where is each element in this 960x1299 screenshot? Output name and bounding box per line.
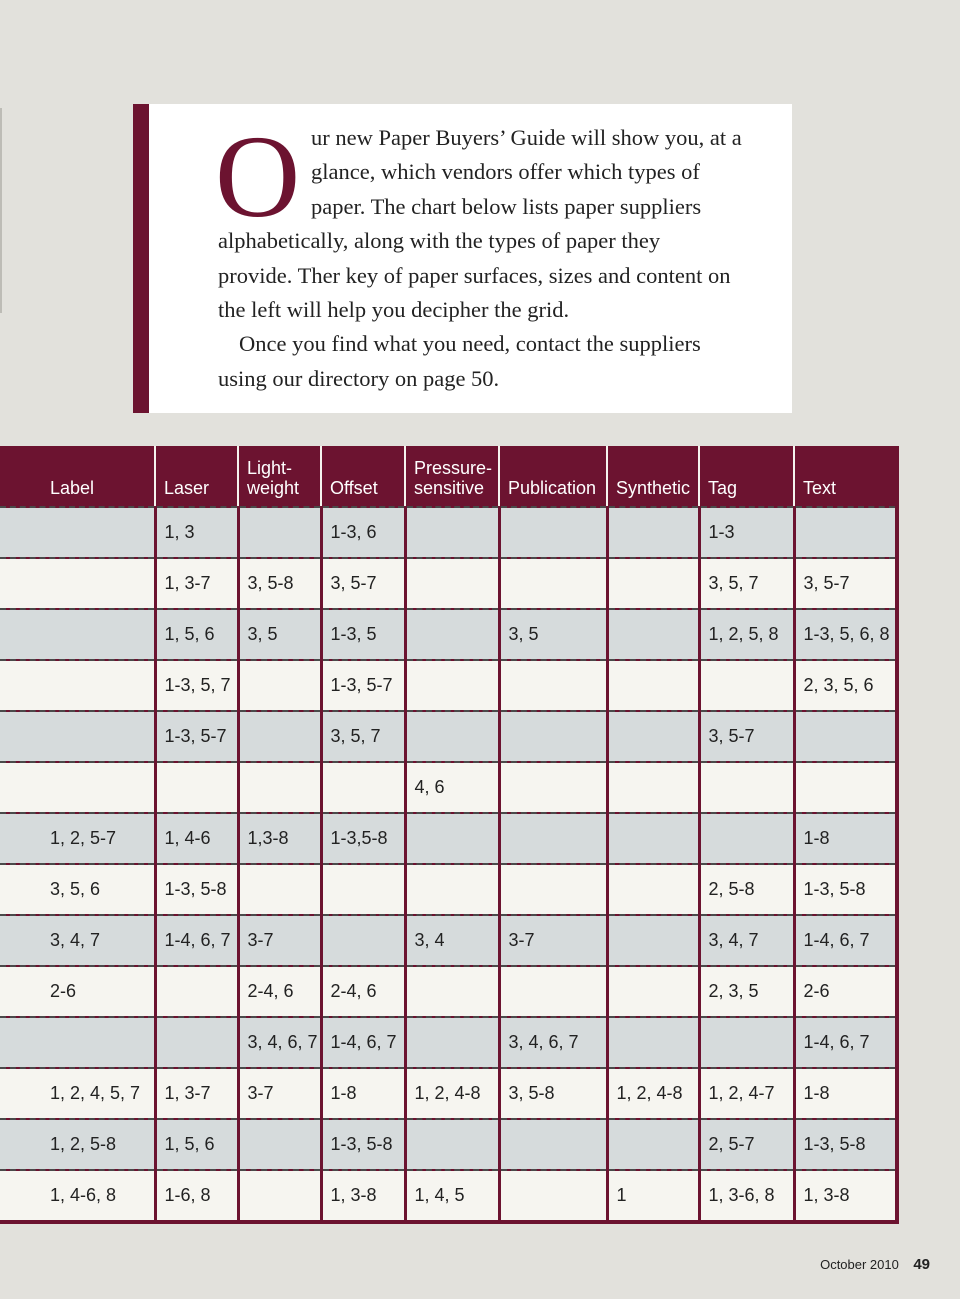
table-cell	[607, 609, 699, 660]
table-row	[0, 1017, 897, 1068]
table-cell: 2-4, 6	[321, 966, 405, 1017]
table-cell: 1-3, 5-8	[321, 1119, 405, 1170]
column-header-text: Tag	[708, 478, 738, 498]
intro-line: paper. The chart below lists paper suppliers	[311, 193, 702, 219]
table-cell	[321, 762, 405, 813]
table-cell: 3, 5, 7	[699, 558, 794, 609]
column-header	[0, 446, 155, 507]
table-row	[0, 1170, 897, 1222]
intro-line: alphabetically, along with the types of paper they	[218, 228, 661, 254]
table-cell	[238, 507, 321, 558]
table-cell: 1, 4, 5	[405, 1170, 499, 1222]
table-cell	[405, 813, 499, 864]
table-cell	[238, 1119, 321, 1170]
table-cell	[405, 711, 499, 762]
table-cell	[0, 609, 155, 660]
table-cell	[405, 966, 499, 1017]
column-header-text: Offset	[330, 478, 378, 498]
table-cell	[607, 711, 699, 762]
table-cell: 1-4, 6, 7	[794, 1017, 897, 1068]
table-cell: 2-6	[794, 966, 897, 1017]
column-header	[155, 446, 238, 507]
table-cell	[607, 762, 699, 813]
table-cell: 1-3, 5-7	[155, 711, 238, 762]
table-cell: 3, 5, 7	[321, 711, 405, 762]
table-row	[0, 660, 897, 711]
table-cell	[607, 1017, 699, 1068]
table-cell: 1-4, 6, 7	[794, 915, 897, 966]
table-cell: 3, 5-7	[699, 711, 794, 762]
table-cell: 1-3, 6	[321, 507, 405, 558]
table-cell: 1	[607, 1170, 699, 1222]
table-cell	[499, 660, 607, 711]
table-cell	[321, 864, 405, 915]
table-cell	[699, 813, 794, 864]
table-row	[0, 813, 897, 864]
issue-date: October 2010	[820, 1257, 899, 1272]
intro-line: the left will help you decipher the grid.	[218, 297, 570, 323]
table-cell: 1-3, 5-8	[794, 1119, 897, 1170]
table-cell	[0, 558, 155, 609]
table-cell	[405, 507, 499, 558]
table-cell	[321, 915, 405, 966]
table-body	[0, 507, 897, 1222]
table-cell	[607, 966, 699, 1017]
table-cell: 1, 3-7	[155, 1068, 238, 1119]
table-cell	[0, 1017, 155, 1068]
table-cell	[405, 558, 499, 609]
table-cell: 1-3, 5	[321, 609, 405, 660]
table-row	[0, 864, 897, 915]
column-header	[607, 446, 699, 507]
table-cell: 1, 2, 4-8	[607, 1068, 699, 1119]
table-cell: 3, 4, 7	[699, 915, 794, 966]
table-cell: 3-7	[238, 915, 321, 966]
table-cell	[405, 660, 499, 711]
table-cell: 1, 2, 5, 8	[699, 609, 794, 660]
table-cell: 3-7	[499, 915, 607, 966]
table-cell: 1-3, 5-8	[794, 864, 897, 915]
table-cell: 1, 2, 5-8	[0, 1119, 155, 1170]
intro-paragraph	[218, 121, 788, 396]
drop-cap: O	[215, 111, 301, 242]
column-header	[405, 446, 499, 507]
table-cell: 3, 5-7	[794, 558, 897, 609]
table-cell	[0, 507, 155, 558]
table-row	[0, 966, 897, 1017]
table-cell	[699, 762, 794, 813]
table-cell: 1-4, 6, 7	[155, 915, 238, 966]
table-cell	[405, 1119, 499, 1170]
column-header-text: Laser	[164, 478, 210, 498]
table-cell: 1, 4-6, 8	[0, 1170, 155, 1222]
column-header	[499, 446, 607, 507]
table-cell: 1-8	[321, 1068, 405, 1119]
table-cell	[238, 711, 321, 762]
table-cell	[238, 660, 321, 711]
column-header-text: weight	[247, 478, 300, 498]
table-cell	[699, 660, 794, 711]
table-cell	[499, 813, 607, 864]
table-cell: 1-8	[794, 1068, 897, 1119]
table-cell: 4, 6	[405, 762, 499, 813]
table-cell: 3, 5	[238, 609, 321, 660]
table-cell	[699, 1017, 794, 1068]
table-cell: 1, 5, 6	[155, 1119, 238, 1170]
table-cell	[794, 711, 897, 762]
table-cell: 1-3, 5, 6, 8	[794, 609, 897, 660]
table-cell	[499, 507, 607, 558]
table-cell: 1, 5, 6	[155, 609, 238, 660]
table-cell	[499, 1119, 607, 1170]
table-cell	[499, 558, 607, 609]
table-cell: 3, 4, 6, 7	[499, 1017, 607, 1068]
column-header-text: Synthetic	[616, 478, 691, 498]
column-header	[238, 446, 321, 507]
table-cell: 1-6, 8	[155, 1170, 238, 1222]
intro-line: provide. Ther key of paper surfaces, sizes and content on	[218, 262, 731, 288]
intro-box	[133, 104, 792, 413]
table-cell	[0, 660, 155, 711]
column-header-text: Pressure-	[414, 458, 493, 478]
table-cell	[405, 864, 499, 915]
table-cell: 3, 5-8	[238, 558, 321, 609]
column-header-text: Label	[50, 478, 95, 498]
table-cell	[238, 864, 321, 915]
table-cell: 3, 5-8	[499, 1068, 607, 1119]
table-cell	[607, 915, 699, 966]
table-cell: 1-3	[699, 507, 794, 558]
table-row	[0, 1068, 897, 1119]
paper-buyers-grid	[0, 446, 899, 1224]
table-header-row	[0, 446, 897, 507]
column-header-text: Text	[803, 478, 837, 498]
table-cell	[607, 558, 699, 609]
table-cell	[499, 711, 607, 762]
table-cell: 1, 2, 4-7	[699, 1068, 794, 1119]
column-header	[321, 446, 405, 507]
table-cell	[607, 1119, 699, 1170]
table-cell: 1-3, 5-7	[321, 660, 405, 711]
table-cell: 2, 5-7	[699, 1119, 794, 1170]
table-cell	[0, 711, 155, 762]
table-cell	[794, 507, 897, 558]
table-cell: 1, 3-8	[321, 1170, 405, 1222]
page-footer	[820, 1256, 930, 1274]
table-cell	[0, 762, 155, 813]
table-cell: 3-7	[238, 1068, 321, 1119]
intro-line: glance, which vendors offer which types of	[311, 159, 700, 185]
table-cell: 3, 5-7	[321, 558, 405, 609]
table-row	[0, 711, 897, 762]
table-cell: 1, 3	[155, 507, 238, 558]
table-cell	[405, 1017, 499, 1068]
table-cell	[238, 1170, 321, 1222]
intro-line: ur new Paper Buyers’ Guide will show you, at a	[311, 125, 742, 150]
table-cell: 3, 4, 7	[0, 915, 155, 966]
table-row	[0, 915, 897, 966]
table-cell	[499, 762, 607, 813]
table-cell	[238, 762, 321, 813]
table-cell: 1-3,5-8	[321, 813, 405, 864]
table-cell: 1-3, 5-8	[155, 864, 238, 915]
table-cell: 1, 2, 4-8	[405, 1068, 499, 1119]
table-cell: 2, 5-8	[699, 864, 794, 915]
table-cell	[499, 1170, 607, 1222]
column-header-text: Light-	[247, 458, 293, 478]
column-header-text: sensitive	[414, 478, 485, 498]
table-cell: 3, 5	[499, 609, 607, 660]
column-header	[699, 446, 794, 507]
table-cell: 1, 2, 5-7	[0, 813, 155, 864]
table-cell: 1-4, 6, 7	[321, 1017, 405, 1068]
table-cell	[499, 864, 607, 915]
table-cell: 3, 5, 6	[0, 864, 155, 915]
table-cell: 1, 3-8	[794, 1170, 897, 1222]
table-cell: 1, 4-6	[155, 813, 238, 864]
table-cell: 1, 2, 4, 5, 7	[0, 1068, 155, 1119]
table-row	[0, 609, 897, 660]
column-header	[794, 446, 897, 507]
table-cell: 1-8	[794, 813, 897, 864]
table-row	[0, 507, 897, 558]
table-cell: 1,3-8	[238, 813, 321, 864]
table-row	[0, 1119, 897, 1170]
table-cell: 1, 3-7	[155, 558, 238, 609]
table-cell: 1-3, 5, 7	[155, 660, 238, 711]
left-page-edge	[0, 108, 2, 313]
table-cell	[607, 660, 699, 711]
table-cell	[607, 864, 699, 915]
table-row	[0, 762, 897, 813]
table-cell: 2, 3, 5	[699, 966, 794, 1017]
table-cell	[155, 1017, 238, 1068]
table-cell: 1, 3-6, 8	[699, 1170, 794, 1222]
table-cell: 2, 3, 5, 6	[794, 660, 897, 711]
intro-line: Once you find what you need, contact the suppliers	[239, 331, 701, 357]
table-row	[0, 558, 897, 609]
table-cell	[607, 813, 699, 864]
table-cell	[499, 966, 607, 1017]
table-cell: 2-4, 6	[238, 966, 321, 1017]
table-cell	[155, 762, 238, 813]
table-cell: 2-6	[0, 966, 155, 1017]
column-header-text: Publication	[508, 478, 597, 498]
table-cell: 3, 4, 6, 7	[238, 1017, 321, 1068]
table-cell	[155, 966, 238, 1017]
table-cell	[405, 609, 499, 660]
intro-accent-bar	[133, 104, 149, 413]
page-number: 49	[913, 1256, 930, 1273]
table-cell	[794, 762, 897, 813]
table-cell	[607, 507, 699, 558]
intro-line: using our directory on page 50.	[218, 365, 500, 391]
table-cell: 3, 4	[405, 915, 499, 966]
